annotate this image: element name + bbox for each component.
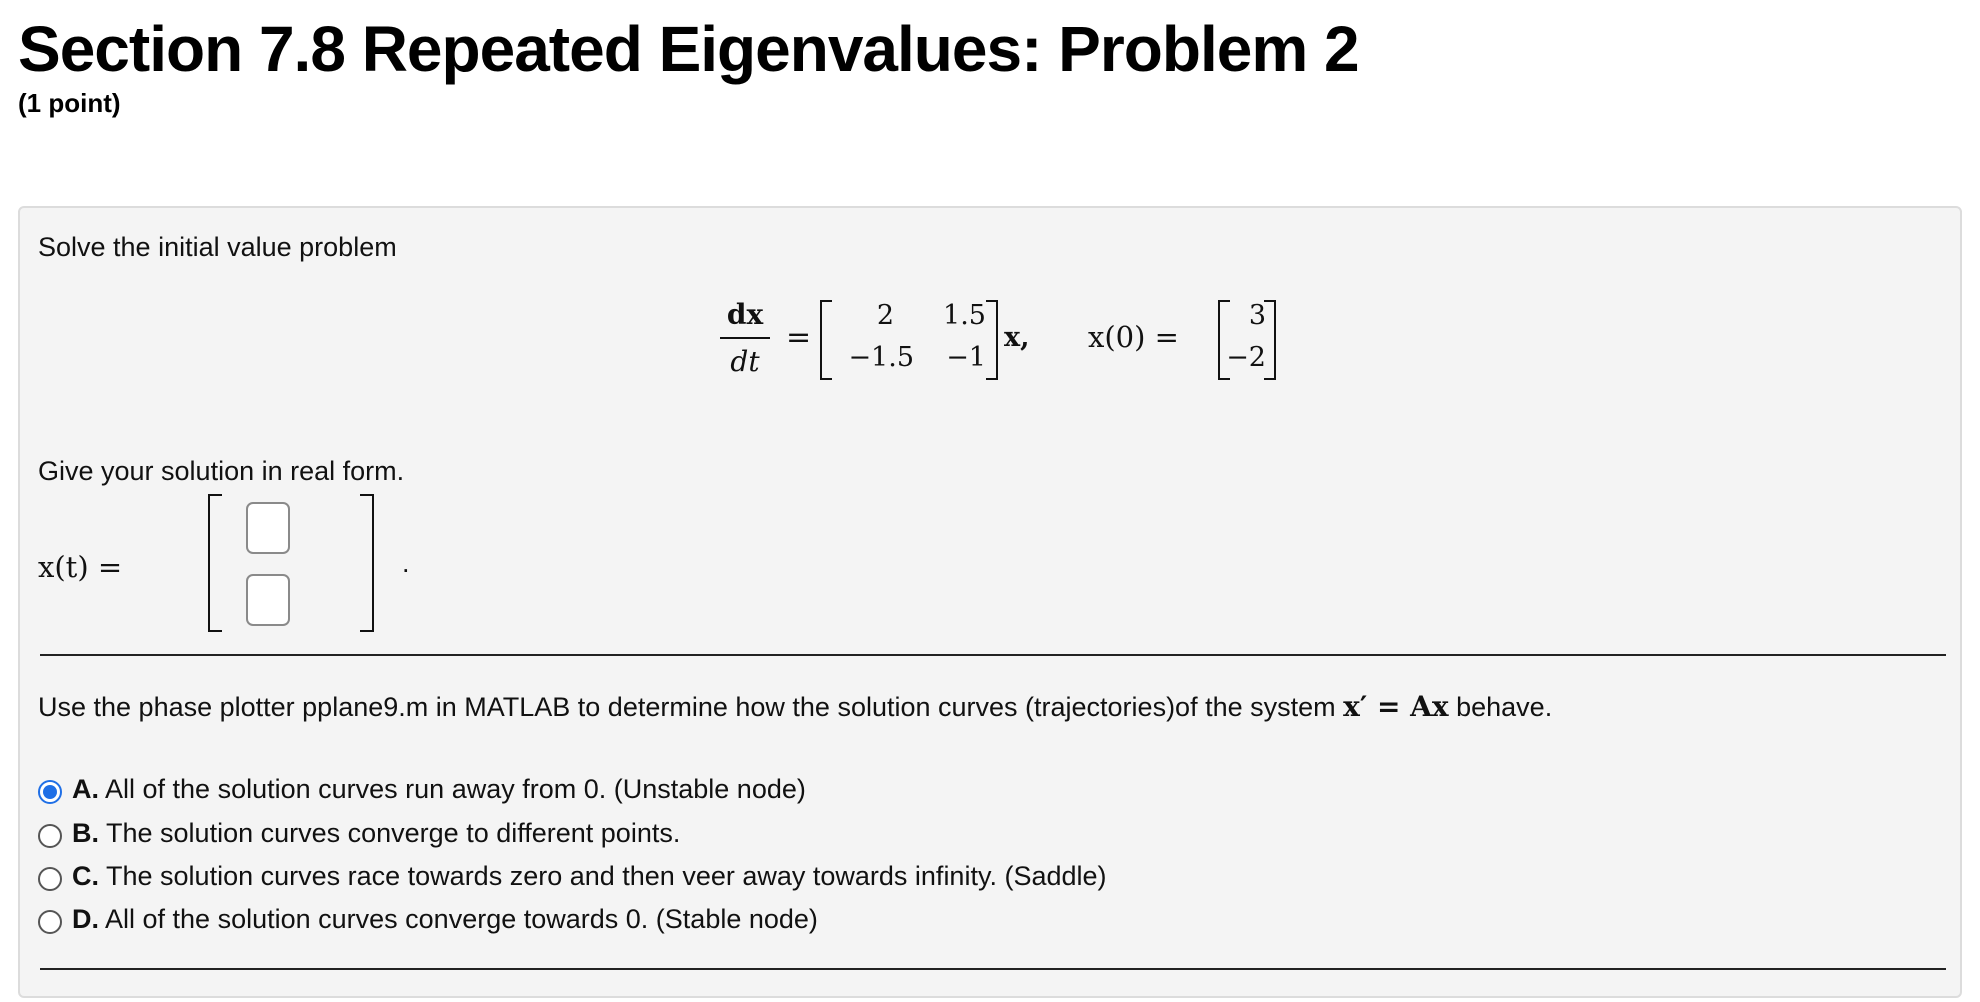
option-text: All of the solution curves run away from 0. (Unstable node) xyxy=(105,774,806,804)
ic-right-bracket xyxy=(1264,300,1276,380)
option-text: The solution curves race towards zero and then veer away towards infinity. (Saddle) xyxy=(106,861,1107,891)
system-equation: x′ = Ax xyxy=(1343,690,1449,723)
matrix-cell: 2 xyxy=(876,300,894,331)
phase-question-end: behave. xyxy=(1456,692,1553,722)
page-title: Section 7.8 Repeated Eigenvalues: Problem 2 xyxy=(18,13,1359,85)
ic-cell: −2 xyxy=(1226,342,1266,373)
option-b[interactable] xyxy=(72,818,680,849)
derivative-fraction xyxy=(720,298,770,378)
answer-period: . xyxy=(402,548,410,578)
option-b-radio[interactable] xyxy=(38,824,62,848)
vector-x: x, xyxy=(1004,322,1030,353)
option-d[interactable] xyxy=(72,904,818,935)
answer-input-bottom[interactable] xyxy=(246,574,290,626)
answer-right-bracket xyxy=(360,494,374,632)
real-form-prompt: Give your solution in real form. xyxy=(38,456,405,486)
divider xyxy=(40,968,1946,970)
fraction-denominator: dt xyxy=(730,345,760,378)
option-text: The solution curves converge to different points. xyxy=(106,818,681,848)
initial-condition-label: x(0) = xyxy=(1088,320,1179,354)
option-c-radio[interactable] xyxy=(38,867,62,891)
option-text: All of the solution curves converge towards 0. (Stable node) xyxy=(105,904,818,934)
option-letter: B. xyxy=(72,818,99,848)
option-a[interactable] xyxy=(72,774,806,805)
option-a-radio[interactable] xyxy=(38,780,62,804)
matrix-cell: 1.5 xyxy=(943,300,986,331)
option-letter: C. xyxy=(72,861,99,891)
ic-cell: 3 xyxy=(1248,300,1266,331)
equals-sign: = xyxy=(786,320,812,355)
matrix-cell: −1 xyxy=(946,342,986,373)
answer-input-top[interactable] xyxy=(246,502,290,554)
option-letter: A. xyxy=(72,774,99,804)
answer-label: x(t) = xyxy=(38,550,123,584)
point-value: (1 point) xyxy=(18,88,121,118)
divider xyxy=(40,654,1946,656)
fraction-numerator: dx xyxy=(726,298,764,331)
matrix-right-bracket xyxy=(986,300,998,380)
option-d-radio[interactable] xyxy=(38,910,62,934)
option-letter: D. xyxy=(72,904,99,934)
fraction-bar xyxy=(720,337,770,339)
phase-question-text: Use the phase plotter pplane9.m in MATLAB to determine how the solution curves (trajectories)of the system xyxy=(38,692,1336,722)
option-c[interactable] xyxy=(72,861,1107,892)
problem-intro: Solve the initial value problem xyxy=(38,232,397,262)
matrix-cell: −1.5 xyxy=(848,342,914,373)
problem-panel xyxy=(18,206,1962,998)
phase-question xyxy=(38,690,1552,723)
answer-left-bracket xyxy=(208,494,222,632)
